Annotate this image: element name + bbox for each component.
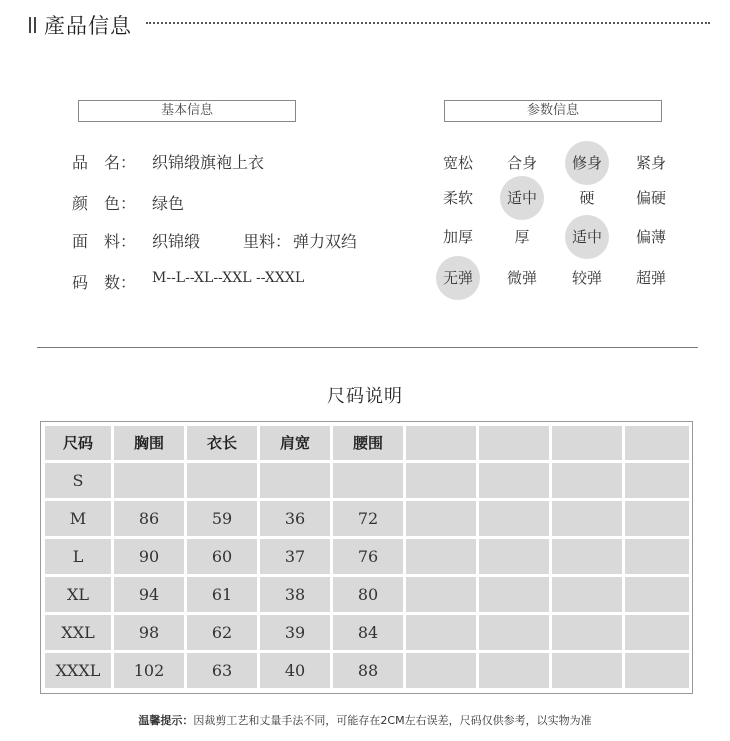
header-bar-icon [29, 17, 36, 33]
table-cell [479, 577, 549, 612]
basic-info-label-text: 基本信息 [160, 103, 213, 118]
table-cell: 84 [333, 615, 403, 650]
table-cell: 59 [187, 501, 257, 536]
param-option-selected: 适中 [500, 176, 544, 220]
param-option: 硬 [579, 189, 595, 207]
table-cell: 38 [260, 577, 330, 612]
tip-prefix: 温馨提示： [138, 714, 194, 727]
table-header-cell: 衣长 [187, 426, 257, 460]
table-cell: 80 [333, 577, 403, 612]
param-option: 较弹 [571, 269, 602, 287]
table-cell: 37 [260, 539, 330, 574]
table-cell: 94 [114, 577, 184, 612]
table-header-cell: 肩宽 [260, 426, 330, 460]
table-cell: 39 [260, 615, 330, 650]
fabric-value: 织锦缎 [152, 232, 201, 251]
lining-value: 弹力双绉 [293, 232, 358, 251]
header-divider [146, 22, 710, 24]
table-cell [625, 653, 689, 688]
table-cell [552, 463, 622, 498]
param-option: 加厚 [442, 228, 473, 246]
table-cell: S [45, 463, 111, 498]
table-cell [625, 539, 689, 574]
table-cell: 62 [187, 615, 257, 650]
table-cell [552, 539, 622, 574]
table-cell [479, 653, 549, 688]
lining-key: 里料： [243, 232, 292, 251]
name-value: 织锦缎旗袍上衣 [152, 153, 265, 172]
table-header-cell: 尺码 [45, 426, 111, 460]
tip-text: 因裁剪工艺和丈量手法不同，可能存在2CM左右误差，尺码仅供参考，以实物为准 [193, 714, 592, 727]
table-cell: 76 [333, 539, 403, 574]
table-cell: 90 [114, 539, 184, 574]
table-cell: 88 [333, 653, 403, 688]
size-chart-title: 尺码说明 [327, 386, 403, 407]
table-cell: 86 [114, 501, 184, 536]
param-option: 微弹 [506, 269, 537, 287]
table-cell [406, 653, 476, 688]
param-option: 柔软 [442, 189, 473, 207]
table-cell [625, 615, 689, 650]
tip-note [0, 712, 730, 728]
table-cell [479, 615, 549, 650]
table-header-cell [479, 426, 549, 460]
table-cell: XL [45, 577, 111, 612]
param-info-label-text: 参数信息 [526, 103, 579, 118]
table-header-cell: 腰围 [333, 426, 403, 460]
table-cell [479, 539, 549, 574]
color-value: 绿色 [152, 194, 185, 213]
table-cell [479, 463, 549, 498]
table-cell: M [45, 501, 111, 536]
size-value: M--L--XL--XXL --XXXL [152, 270, 305, 286]
name-key: 品 名： [72, 153, 137, 172]
table-cell: XXL [45, 615, 111, 650]
color-key: 颜 色： [72, 194, 137, 213]
table-cell [406, 615, 476, 650]
table-cell [333, 463, 403, 498]
param-option: 超弹 [635, 269, 666, 287]
basic-info-label [78, 100, 296, 122]
table-cell: 36 [260, 501, 330, 536]
table-cell [552, 615, 622, 650]
table-cell [552, 653, 622, 688]
table-cell: 61 [187, 577, 257, 612]
fabric-key: 面 料： [72, 232, 137, 251]
param-option: 宽松 [442, 154, 473, 172]
param-option-selected: 无弹 [436, 256, 480, 300]
table-cell: 60 [187, 539, 257, 574]
table-header-cell [406, 426, 476, 460]
table-cell [406, 539, 476, 574]
table-cell: 40 [260, 653, 330, 688]
table-header-cell [552, 426, 622, 460]
param-option-selected: 适中 [565, 215, 609, 259]
table-cell [406, 577, 476, 612]
table-cell [260, 463, 330, 498]
table-cell [114, 463, 184, 498]
page-title: 產品信息 [44, 14, 132, 38]
param-option: 合身 [506, 154, 537, 172]
table-header-cell [625, 426, 689, 460]
section-divider [37, 347, 698, 348]
table-cell [406, 463, 476, 498]
size-key: 码 数： [72, 273, 137, 292]
table-cell: 63 [187, 653, 257, 688]
table-cell: 102 [114, 653, 184, 688]
table-header-cell: 胸围 [114, 426, 184, 460]
table-cell [479, 501, 549, 536]
table-cell: XXXL [45, 653, 111, 688]
table-cell: 98 [114, 615, 184, 650]
table-cell [552, 501, 622, 536]
table-cell: 72 [333, 501, 403, 536]
table-cell [625, 577, 689, 612]
param-option: 偏薄 [635, 228, 666, 246]
param-option: 偏硬 [635, 189, 666, 207]
table-cell [187, 463, 257, 498]
table-cell [625, 463, 689, 498]
param-option: 厚 [514, 228, 530, 246]
param-option-selected: 修身 [565, 141, 609, 185]
table-cell [625, 501, 689, 536]
param-option: 紧身 [635, 154, 666, 172]
table-cell [406, 501, 476, 536]
size-table [40, 421, 693, 694]
table-cell: L [45, 539, 111, 574]
table-cell [552, 577, 622, 612]
param-info-label [444, 100, 662, 122]
